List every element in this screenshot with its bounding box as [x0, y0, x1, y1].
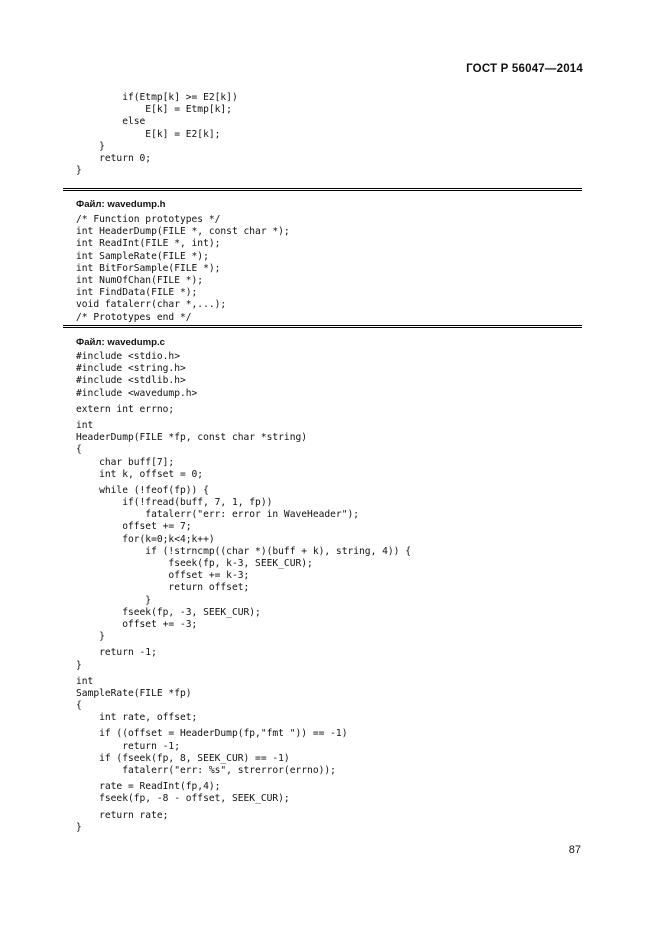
code-line: for(k=0;k<4;k++): [76, 533, 215, 545]
code-line: int HeaderDump(FILE *, const char *);: [76, 226, 290, 238]
code-line: }: [76, 140, 105, 152]
code-line: }: [76, 594, 152, 606]
code-block-continuation: [76, 92, 238, 177]
code-line: if ((offset = HeaderDump(fp,"fmt ")) == -1): [76, 728, 348, 740]
code-line: else: [76, 116, 146, 128]
code-block-wavedump-h: [76, 214, 290, 324]
code-line: if(!fread(buff, 7, 1, fp)): [76, 497, 273, 509]
code-line: int FindData(FILE *);: [76, 287, 198, 299]
code-line: void fatalerr(char *,...);: [76, 299, 227, 311]
document-header-id: ГОСТ Р 56047—2014: [466, 63, 583, 75]
code-line: int ReadInt(FILE *, int);: [76, 238, 221, 250]
section-divider: [63, 188, 582, 191]
code-line: fatalerr("err: %s", strerror(errno));: [76, 765, 336, 776]
code-line: return -1;: [76, 740, 180, 752]
code-line: offset += k-3;: [76, 570, 250, 582]
code-line: /* Function prototypes */: [76, 214, 221, 225]
code-line: int: [76, 419, 94, 431]
code-line: return offset;: [76, 582, 250, 594]
code-line: fatalerr("err: error in WaveHeader");: [76, 509, 360, 521]
code-line: E[k] = Etmp[k];: [76, 104, 232, 116]
code-line: int k, offset = 0;: [76, 468, 204, 480]
code-line: while (!feof(fp)) {: [76, 484, 209, 496]
code-line: char buff[7];: [76, 456, 175, 468]
code-line: int BitForSample(FILE *);: [76, 262, 221, 274]
code-line: fseek(fp, k-3, SEEK_CUR);: [76, 558, 313, 569]
code-line: extern int errno;: [76, 403, 175, 415]
code-line: offset += 7;: [76, 521, 192, 533]
code-line: int: [76, 675, 94, 687]
code-line: if (fseek(fp, 8, SEEK_CUR) == -1): [76, 752, 290, 764]
code-line: fseek(fp, -3, SEEK_CUR);: [76, 606, 261, 618]
code-block-wavedump-c: [76, 351, 411, 834]
code-line: #include <string.h>: [76, 363, 186, 375]
code-line: if (!strncmp((char *)(buff + k), string, 4)) {: [76, 545, 412, 557]
code-line: }: [76, 165, 82, 177]
file-title-wavedump-h: Файл: wavedump.h: [76, 199, 166, 210]
code-line: return 0;: [76, 152, 152, 164]
code-line: rate = ReadInt(fp,4);: [76, 781, 221, 793]
code-line: }: [76, 631, 105, 643]
code-line: {: [76, 444, 82, 456]
code-line: return rate;: [76, 809, 169, 821]
code-line: E[k] = E2[k];: [76, 128, 221, 140]
code-line: int rate, offset;: [76, 712, 198, 724]
section-divider: [63, 325, 582, 328]
code-line: offset += -3;: [76, 618, 198, 630]
code-line: }: [76, 821, 82, 833]
code-line: return -1;: [76, 647, 157, 659]
code-line: fseek(fp, -8 - offset, SEEK_CUR);: [76, 793, 290, 805]
code-line: if(Etmp[k] >= E2[k]): [76, 92, 238, 103]
code-line: int SampleRate(FILE *);: [76, 250, 209, 262]
code-line: SampleRate(FILE *fp): [76, 687, 192, 699]
code-line: #include <stdlib.h>: [76, 375, 186, 387]
code-line: /* Prototypes end */: [76, 311, 192, 323]
code-line: #include <wavedump.h>: [76, 387, 198, 399]
code-line: HeaderDump(FILE *fp, const char *string): [76, 432, 308, 444]
code-line: #include <stdio.h>: [76, 351, 180, 362]
code-line: int NumOfChan(FILE *);: [76, 274, 204, 286]
code-line: {: [76, 700, 82, 712]
file-title-wavedump-c: Файл: wavedump.c: [76, 337, 165, 348]
page-number: 87: [568, 844, 581, 856]
code-line: }: [76, 659, 82, 671]
